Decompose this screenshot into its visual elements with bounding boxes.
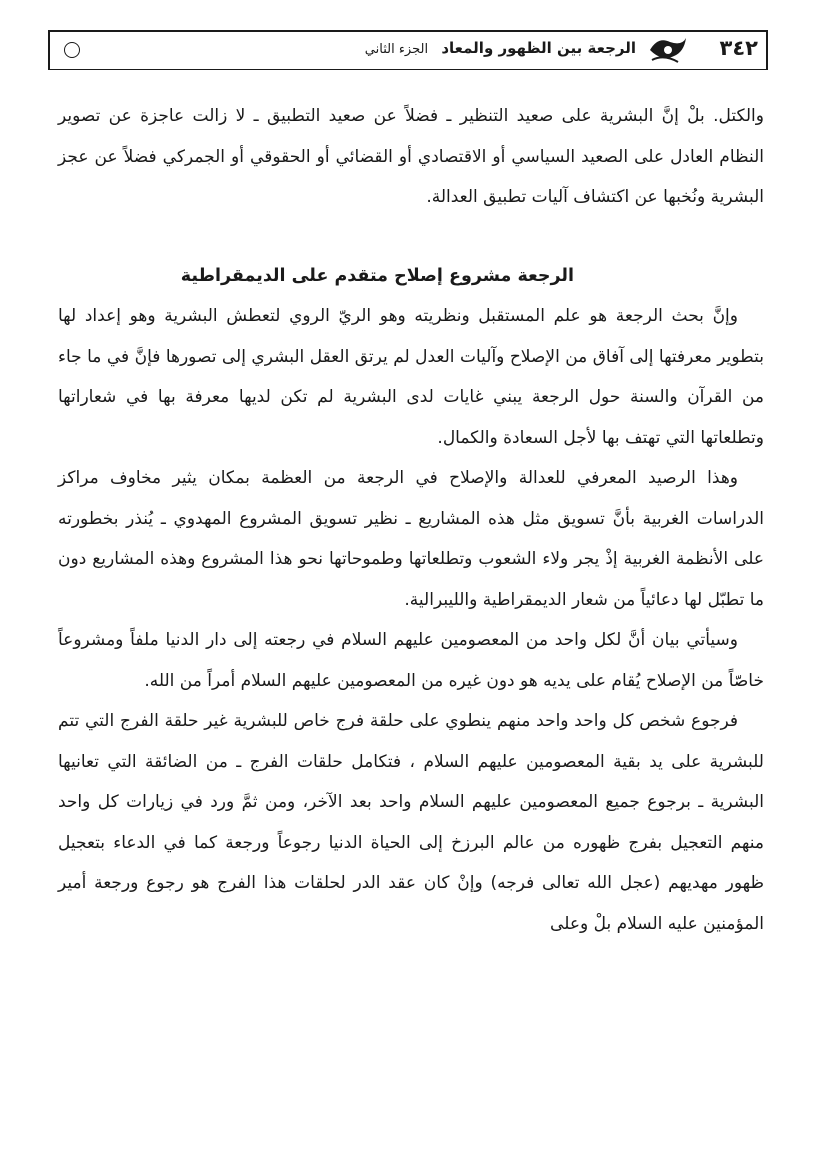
section-spacer (58, 218, 764, 256)
ornament-icon (648, 34, 688, 66)
section-heading: الرجعة مشروع إصلاح متقدم على الديمقراطية (180, 265, 574, 286)
header-end-ornament-icon (64, 42, 80, 58)
page-header (48, 30, 768, 70)
header-left-frame (48, 30, 62, 70)
paragraph-2: وهذا الرصيد المعرفي للعدالة والإصلاح في الرجعة من العظمة بمكان يثير مخاوف مراكز الدراسات الغربية بأنَّ تسويق مثل هذه المشاريع ـ نظير تسويق المشروع المهدوي ـ يُنذر بخطورته على الأنظمة الغربية إذْ يجر ولاء الشعوب وتطلعاتها وطموحاتها نحو هذا المشروع وهذه المشاريع دون ما تطبّل لها دعائياً من شعار الديمقراطية والليبرالية. (58, 468, 764, 610)
header-bottom-rule (48, 69, 768, 70)
paragraph-4: فرجوع شخص كل واحد واحد منهم ينطوي على حلقة فرج خاص للبشرية غير حلقة الفرج التي تتم للبشرية على يد بقية المعصومين عليهم السلام ، فتكامل حلقات الفرج ـ من الضائقة التي تعانيها البشرية ـ برجوع جميع المعصومين عليهم السلام واحد بعد الآخر، ومن ثمَّ ورد في زيارات كل واحد منهم التعجيل بفرج ظهوره من عالم البرزخ إلى الحياة الدنيا رجوعاً ورجعة كما في الدعاء بتعجيل ظهور مهديهم (عجل الله تعالى فرجه) وإنْ كان عقد الدر لحلقات هذا الفرج هو رجوع ورجعة أمير المؤمنين عليه السلام بلْ وعلى (58, 711, 764, 934)
page-body (58, 96, 764, 944)
header-top-rule (48, 30, 768, 32)
running-title (365, 39, 636, 57)
page-number: ٣٤٢ (719, 36, 758, 60)
paragraph-intro: والكتل. بلْ إنَّ البشرية على صعيد التنظير ـ فضلاً عن صعيد التطبيق ـ لا زالت عاجزة عن تصوير النظام العادل على الصعيد السياسي أو الاقتصادي أو القضائي أو الحقوقي أو الجمركي فضلاً عن عجز البشرية ونُخبها عن اكتشاف آليات تطبيق العدالة. (58, 106, 764, 207)
book-title: الرجعة بين الظهور والمعاد (441, 39, 636, 57)
paragraph-1: وإنَّ بحث الرجعة هو علم المستقبل ونظريته وهو الريّ الروي لتعطش البشرية وهو إعداد لها بتطوير معرفتها إلى آفاق من الإصلاح وآليات العدل لم يرتق العقل البشري إلى تصورها فإنَّ في ما جاء من القرآن والسنة حول الرجعة يبني غايات لدى البشرية لم تكن لديها معرفة بها في شعاراتها وتطلعاتها التي تهتف بها لأجل السعادة والكمال. (58, 306, 764, 448)
paragraph-3: وسيأتي بيان أنَّ لكل واحد من المعصومين عليهم السلام في رجعته إلى دار الدنيا ملفاً ومشروعاً خاصّاً من الإصلاح يُقام على يديه هو دون غيره من المعصومين عليهم السلام أمراً من الله. (58, 630, 764, 691)
part-label: الجزء الثاني (364, 42, 429, 57)
